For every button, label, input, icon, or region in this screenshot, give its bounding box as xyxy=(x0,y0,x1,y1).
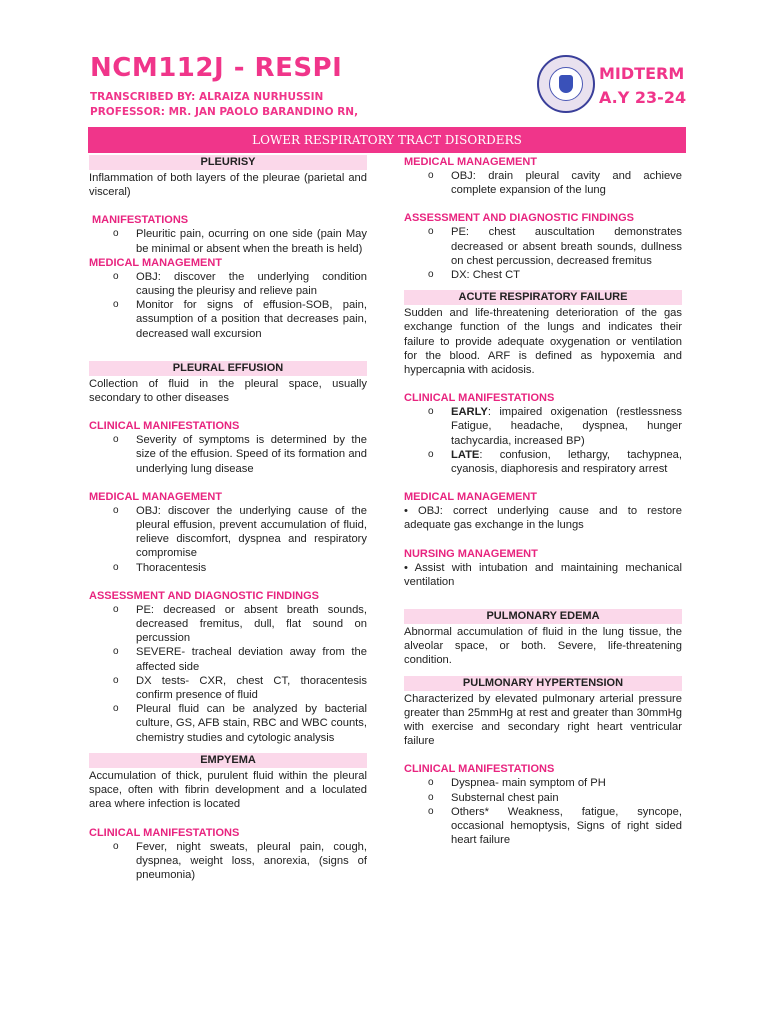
empyema-clinical-heading: CLINICAL MANIFESTATIONS xyxy=(89,826,240,839)
pleurisy-manifestations-heading: MANIFESTATIONS xyxy=(92,214,189,227)
hypertension-clinical-heading: CLINICAL MANIFESTATIONS xyxy=(404,763,555,776)
list-item: o Others* Weakness, fatigue, syncope, occasional hemoptysis, Signs of right sided heart failure xyxy=(428,805,682,847)
topic-pulmonary-hypertension: PULMONARY HYPERTENSION xyxy=(404,676,682,691)
effusion-clinical-heading: CLINICAL MANIFESTATIONS xyxy=(89,420,240,433)
topic-pleural-effusion: PLEURAL EFFUSION xyxy=(89,361,367,376)
document-header xyxy=(90,54,490,120)
seal-emblem xyxy=(559,75,573,93)
list-item: o PE: chest auscultation demonstrates decreased or absent breath sounds, dullness on chest percussion, decreased fremitus xyxy=(428,226,682,267)
professor-line: PROFESSOR: MR. JAN PAOLO BARANDINO RN, xyxy=(90,106,359,118)
arf-description: Sudden and life-threatening deterioration of the gas exchange function of the lungs and indicates their failure to provide adequate oxygenation or ventilation for the blood. ARF is defined as hypoxemia and hypercapnia with acidosis. xyxy=(404,307,682,377)
list-item: o DX tests- CXR, chest CT, thoracentesis confirm presence of fluid xyxy=(113,674,367,702)
list-item: o Thoracentesis xyxy=(113,561,207,574)
effusion-medical-management-heading: MEDICAL MANAGEMENT xyxy=(89,490,223,503)
section-banner: LOWER RESPIRATORY TRACT DISORDERS xyxy=(88,127,686,153)
pleurisy-description: Inflammation of both layers of the pleurae (parietal and visceral) xyxy=(89,172,367,199)
list-item: o Pleuritic pain, ocurring on one side (pain May be minimal or absent when the breath is held) xyxy=(113,228,367,255)
list-item: o OBJ: discover the underlying cause of the pleural effusion, prevent accumulation of fluid, relieve discomfort, dyspnea and respiratory compromise xyxy=(113,504,367,560)
list-item: o EARLY: impaired oxigenation (restlessness Fatigue, headache, dyspnea, hunger tachycardia, increased BP) xyxy=(428,406,682,447)
seal-inner-ring xyxy=(549,67,583,101)
list-item: o Dyspnea- main symptom of PH xyxy=(428,777,606,790)
list-item: o Pleural fluid can be analyzed by bacterial culture, GS, AFB stain, RBC and WBC counts, chemistry studies and cytologic analysis xyxy=(113,703,367,744)
list-item: o Severity of symptoms is determined by the size of the effusion. Speed of its formation and underlying lung disease xyxy=(113,434,367,475)
effusion-assessment-heading: ASSESSMENT AND DIAGNOSTIC FINDINGS xyxy=(89,589,319,602)
list-item: o SEVERE- tracheal deviation away from the affected side xyxy=(113,646,367,673)
arf-medical-management-text: • OBJ: correct underlying cause and to restore adequate gas exchange in the lungs xyxy=(404,505,682,532)
topic-pulmonary-edema: PULMONARY EDEMA xyxy=(404,609,682,624)
academic-year: A.Y 23-24 xyxy=(599,88,687,107)
empyema-medical-management-heading: MEDICAL MANAGEMENT xyxy=(404,156,538,168)
list-item: o OBJ: drain pleural cavity and achieve complete expansion of the lung xyxy=(428,170,682,197)
hypertension-description: Characterized by elevated pulmonary arterial pressure greater than 25mmHg at rest and greater than 30mmHg with exercise and secondary right heart ventricular failure xyxy=(404,692,682,748)
list-item: o DX: Chest CT xyxy=(428,269,521,282)
topic-acute-respiratory-failure: ACUTE RESPIRATORY FAILURE xyxy=(404,290,682,305)
arf-medical-management-heading: MEDICAL MANAGEMENT xyxy=(404,491,538,504)
list-item: o OBJ: discover the underlying condition causing the pleurisy and relieve pain xyxy=(113,270,367,298)
arf-clinical-heading: CLINICAL MANIFESTATIONS xyxy=(404,392,555,405)
right-column xyxy=(404,155,682,848)
college-seal-logo xyxy=(537,55,595,113)
transcriber-line: TRANSCRIBED BY: ALRAIZA NURHUSSIN xyxy=(90,91,324,103)
term-badge xyxy=(599,62,699,110)
pleurisy-medical-management-heading: MEDICAL MANAGEMENT xyxy=(89,256,223,269)
arf-nursing-management-text: • Assist with intubation and maintaining mechanical ventilation xyxy=(404,561,682,588)
topic-empyema: EMPYEMA xyxy=(89,753,367,768)
list-item: o LATE: confusion, lethargy, tachypnea, cyanosis, diaphoresis and respiratory arrest xyxy=(428,448,682,476)
list-item: o PE: decreased or absent breath sounds, decreased fremitus, dull, flat sound on percussion xyxy=(113,603,367,645)
edema-description: Abnormal accumulation of fluid in the lung tissue, the alveolar space, or both. Severe, life-threatening condition. xyxy=(404,626,682,667)
list-item: o Substernal chest pain xyxy=(428,791,559,804)
term-label: MIDTERM xyxy=(599,64,685,83)
topic-pleurisy: PLEURISY xyxy=(89,155,367,170)
arf-nursing-management-heading: NURSING MANAGEMENT xyxy=(404,547,538,560)
left-column xyxy=(89,155,367,882)
list-item: o Fever, night sweats, pleural pain, cough, dyspnea, weight loss, anorexia, (signs of pneumonia) xyxy=(113,840,367,881)
empyema-assessment-heading: ASSESSMENT AND DIAGNOSTIC FINDINGS xyxy=(404,212,634,225)
effusion-description: Collection of fluid in the pleural space, usually secondary to other diseases xyxy=(89,377,367,405)
document-title: NCM112J - RESPI xyxy=(90,53,343,83)
list-item: o Monitor for signs of effusion-SOB, pain, assumption of a position that decreases pain, decreased wall excursion xyxy=(113,299,367,340)
empyema-description: Accumulation of thick, purulent fluid within the pleural space, often with fibrin development and a loculated area where infection is located xyxy=(89,769,367,811)
